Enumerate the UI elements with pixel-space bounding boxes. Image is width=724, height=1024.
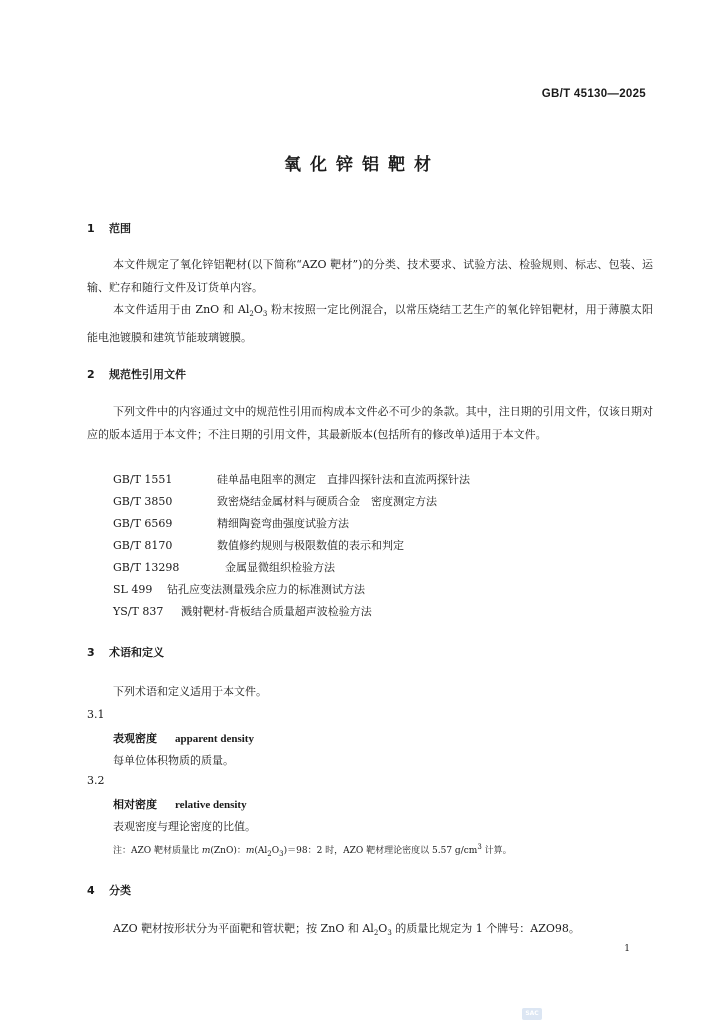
reference-item (113, 581, 365, 597)
scope-paragraph-2 (87, 298, 653, 349)
reference-title: 钻孔应变法测量残余应力的标准测试方法 (167, 583, 365, 596)
subscript: 3 (279, 849, 284, 858)
subscript: 2 (267, 849, 272, 858)
watermark-logo: SAC (522, 1008, 542, 1020)
text-run: 的质量比规定为 1 个牌号：AZO98。 (391, 922, 580, 935)
section-heading-scope (87, 220, 131, 236)
subscript: 2 (373, 929, 379, 938)
text-run: AZO 靶材按形状分为平面靶和管状靶；按 ZnO 和 Al (113, 922, 374, 935)
section-heading-normative-references (87, 366, 186, 382)
term-number: 3.2 (87, 774, 105, 787)
section-title: 范围 (109, 222, 131, 235)
section-number: 1 (87, 222, 95, 235)
reference-code: GB/T 6569 (113, 517, 173, 530)
reference-code: GB/T 3850 (113, 495, 173, 508)
reference-item (113, 559, 335, 575)
subscript: 3 (262, 310, 268, 319)
term-heading-apparent-density (113, 730, 254, 746)
text-run: )＝98：2 时，AZO 靶材理论密度以 5.57 g/cm (283, 846, 478, 856)
reference-item (113, 603, 372, 619)
reference-item (113, 537, 404, 553)
text-run: O (253, 303, 263, 316)
term-english: relative density (175, 799, 247, 811)
reference-title: 致密烧结金属材料与硬质合金 密度测定方法 (217, 495, 437, 508)
reference-code: SL 499 (113, 583, 153, 596)
text-run: O (378, 922, 388, 935)
section-number: 3 (87, 646, 95, 659)
term-english: apparent density (175, 733, 254, 745)
section-number: 2 (87, 368, 95, 381)
section-title: 分类 (109, 884, 131, 897)
text-run: 粉末按照一定比例混合，以常压烧结工艺生产的氧化锌铝靶材，用于薄膜太阳能电池镀膜和建筑节能玻璃镀膜。 (87, 303, 653, 345)
term-note (113, 843, 512, 858)
text-run: 注：AZO 靶材质量比 (113, 846, 202, 856)
math-symbol: m (201, 846, 211, 856)
subscript: 2 (249, 310, 254, 319)
section-heading-classification (87, 882, 131, 898)
section-heading-terms (87, 644, 164, 660)
text-run: 计算。 (481, 846, 512, 856)
term-definition: 表观密度与理论密度的比值。 (113, 820, 256, 833)
reference-code: YS/T 837 (113, 605, 164, 618)
subscript: 3 (387, 929, 392, 938)
reference-title: 硅单晶电阻率的测定 直排四探针法和直流两探针法 (217, 473, 470, 486)
terms-intro: 下列术语和定义适用于本文件。 (113, 685, 267, 698)
superscript: 3 (477, 843, 482, 851)
reference-title: 数值修约规则与极限数值的表示和判定 (217, 539, 404, 552)
reference-title: 精细陶瓷弯曲强度试验方法 (217, 517, 349, 530)
section-title: 术语和定义 (109, 646, 164, 659)
reference-title: 金属显微组织检验方法 (225, 561, 335, 574)
term-chinese: 相对密度 (113, 798, 157, 811)
document-title: 氧化锌铝靶材 (284, 155, 440, 175)
reference-code: GB/T 13298 (113, 561, 180, 574)
scope-paragraph-1: 本文件规定了氧化锌铝靶材(以下简称“AZO 靶材”)的分类、技术要求、试验方法、检验规则、标志、包装、运输、贮存和随行文件及订货单内容。 (87, 258, 653, 294)
term-chinese: 表观密度 (113, 732, 157, 745)
text-run: (Al (254, 846, 268, 856)
text-run: (ZnO)： (210, 846, 246, 856)
term-heading-relative-density (113, 796, 247, 812)
term-number: 3.1 (87, 708, 105, 721)
text-run: 本文件适用于由 ZnO 和 Al (113, 303, 250, 316)
reference-item (113, 471, 470, 487)
standard-number: GB/T 45130—2025 (541, 88, 646, 100)
normative-intro: 下列文件中的内容通过文中的规范性引用而构成本文件必不可少的条款。其中，注日期的引用文件，仅该日期对应的版本适用于本文件；不注日期的引用文件，其最新版本(包括所有的修改单)适用于本文件。 (87, 405, 653, 441)
text-run: O (271, 846, 280, 856)
classification-paragraph (87, 917, 653, 945)
reference-title: 溅射靶材-背板结合质量超声波检验方法 (181, 605, 372, 618)
reference-item (113, 515, 349, 531)
term-definition: 每单位体积物质的质量。 (113, 754, 234, 767)
reference-code: GB/T 1551 (113, 473, 173, 486)
reference-code: GB/T 8170 (113, 539, 173, 552)
section-title: 规范性引用文件 (109, 368, 186, 381)
math-symbol: m (245, 846, 255, 856)
reference-item (113, 493, 437, 509)
page-number: 1 (624, 944, 630, 954)
section-number: 4 (87, 884, 95, 897)
